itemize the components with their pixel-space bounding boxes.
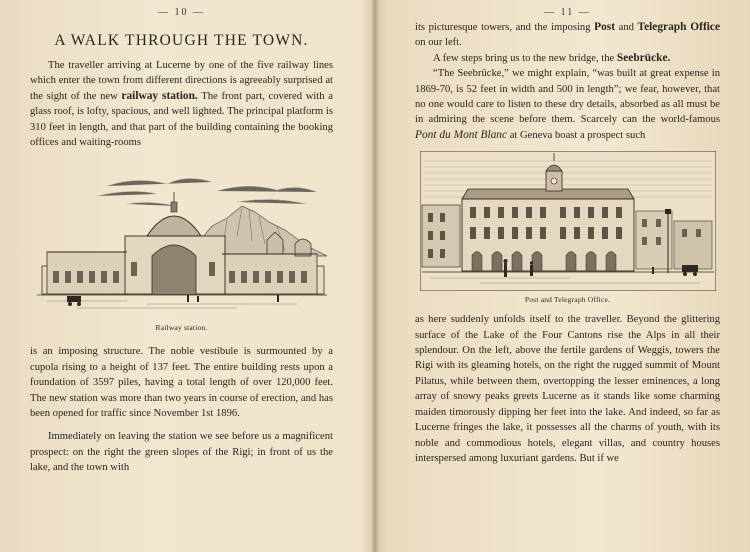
post-office-engraving <box>420 151 716 291</box>
left-paragraph-1-text-a: The traveller arriving at Lucerne by one of the five railway lines which enter the town from different directions is agreeably surprised at the sight of the new <box>30 60 333 102</box>
railway-station-engraving <box>37 156 327 321</box>
right-paragraph-3-text-b: at Geneva boast a prospect such <box>507 129 646 141</box>
post-term: Post <box>594 21 615 33</box>
left-paragraph-2: is an imposing structure. The noble vestibule is surmounted by a cupola rising to a height of 137 feet. The entire building rests upon a foundation of 3597 piles, having a total length of over 120,000 feet. The new station was more than two years in course of erection, and has been opened for traffic since November 1st 1896. <box>30 346 333 420</box>
railway-station-term: railway station. <box>121 89 198 102</box>
figure-spacer <box>30 332 333 344</box>
page-number-left: — 10 — <box>158 7 205 18</box>
railway-station-figure <box>30 156 333 332</box>
right-paragraph-1-text-c: on our left. <box>415 37 462 49</box>
chapter-title: A WALK THROUGH THE TOWN. <box>54 32 309 49</box>
right-paragraph-2-text-a: A few steps bring us to the new bridge, the <box>433 52 617 64</box>
right-paragraph-1-text-a: its picturesque towers, and the imposing <box>415 22 595 33</box>
right-paragraph-2 <box>415 51 720 66</box>
post-office-figure <box>415 151 720 304</box>
seebruecke-term: Seebrücke. <box>616 51 671 64</box>
pont-du-mont-blanc-term: Pont du Mont Blanc <box>415 128 508 141</box>
right-paragraph-4: as here suddenly unfolds itself to the traveller. Beyond the glittering surface of the Lake of the Four Cantons rise the Alps in all their splendour. On the left, above the fertile gardens of Weggis, towers the Rigi with its gleaming hotels, on the right the rugged summit of Mount Pilatus, while between them, overtopping the lesser eminences, a long array of snowy peaks greets Lucerne as it stands like some charming maiden timorously dipping her feet into the lake. And indeed, so far as Lucerne fringes the lake, it possesses all the charms of youth, with its noble and commodious hotels, elegant villas, and country houses interspersed among luxuriant gardens. But if we <box>415 314 720 464</box>
page-number-right: — 11 — <box>544 7 591 18</box>
right-paragraph-1-text-b: and <box>615 22 638 33</box>
right-page <box>375 0 750 552</box>
left-paragraph-1 <box>30 58 333 150</box>
telegraph-office-term: Telegraph Office <box>637 21 721 33</box>
right-paragraph-3 <box>415 66 720 143</box>
railway-station-caption: Railway station. <box>155 323 208 333</box>
left-paragraph-3: Immediately on leaving the station we see before us a magnificent prospect: on the right the green slopes of the Rigi; in front of us the lake, and the town with <box>30 431 333 474</box>
right-paragraph-1 <box>415 20 720 51</box>
left-paragraph-1-text-b: The front part, covered with a glass roof, is lofty, spacious, and well lighted. The principal platform is 310 feet in length, and that part of the building containing the booking offices and waiting-rooms <box>30 90 333 149</box>
right-paragraph-3-text-a: “The Seebrücke,” we might explain, “was built at great expense in 1869-70, is 52 feet in width and 500 in length”; we fear, however, that no one would care to listen to these dry details, absorbed as all must be in admiring the scene before them. Scarcely can the world-famous <box>415 68 720 126</box>
post-office-caption: Post and Telegraph Office. <box>524 295 611 305</box>
